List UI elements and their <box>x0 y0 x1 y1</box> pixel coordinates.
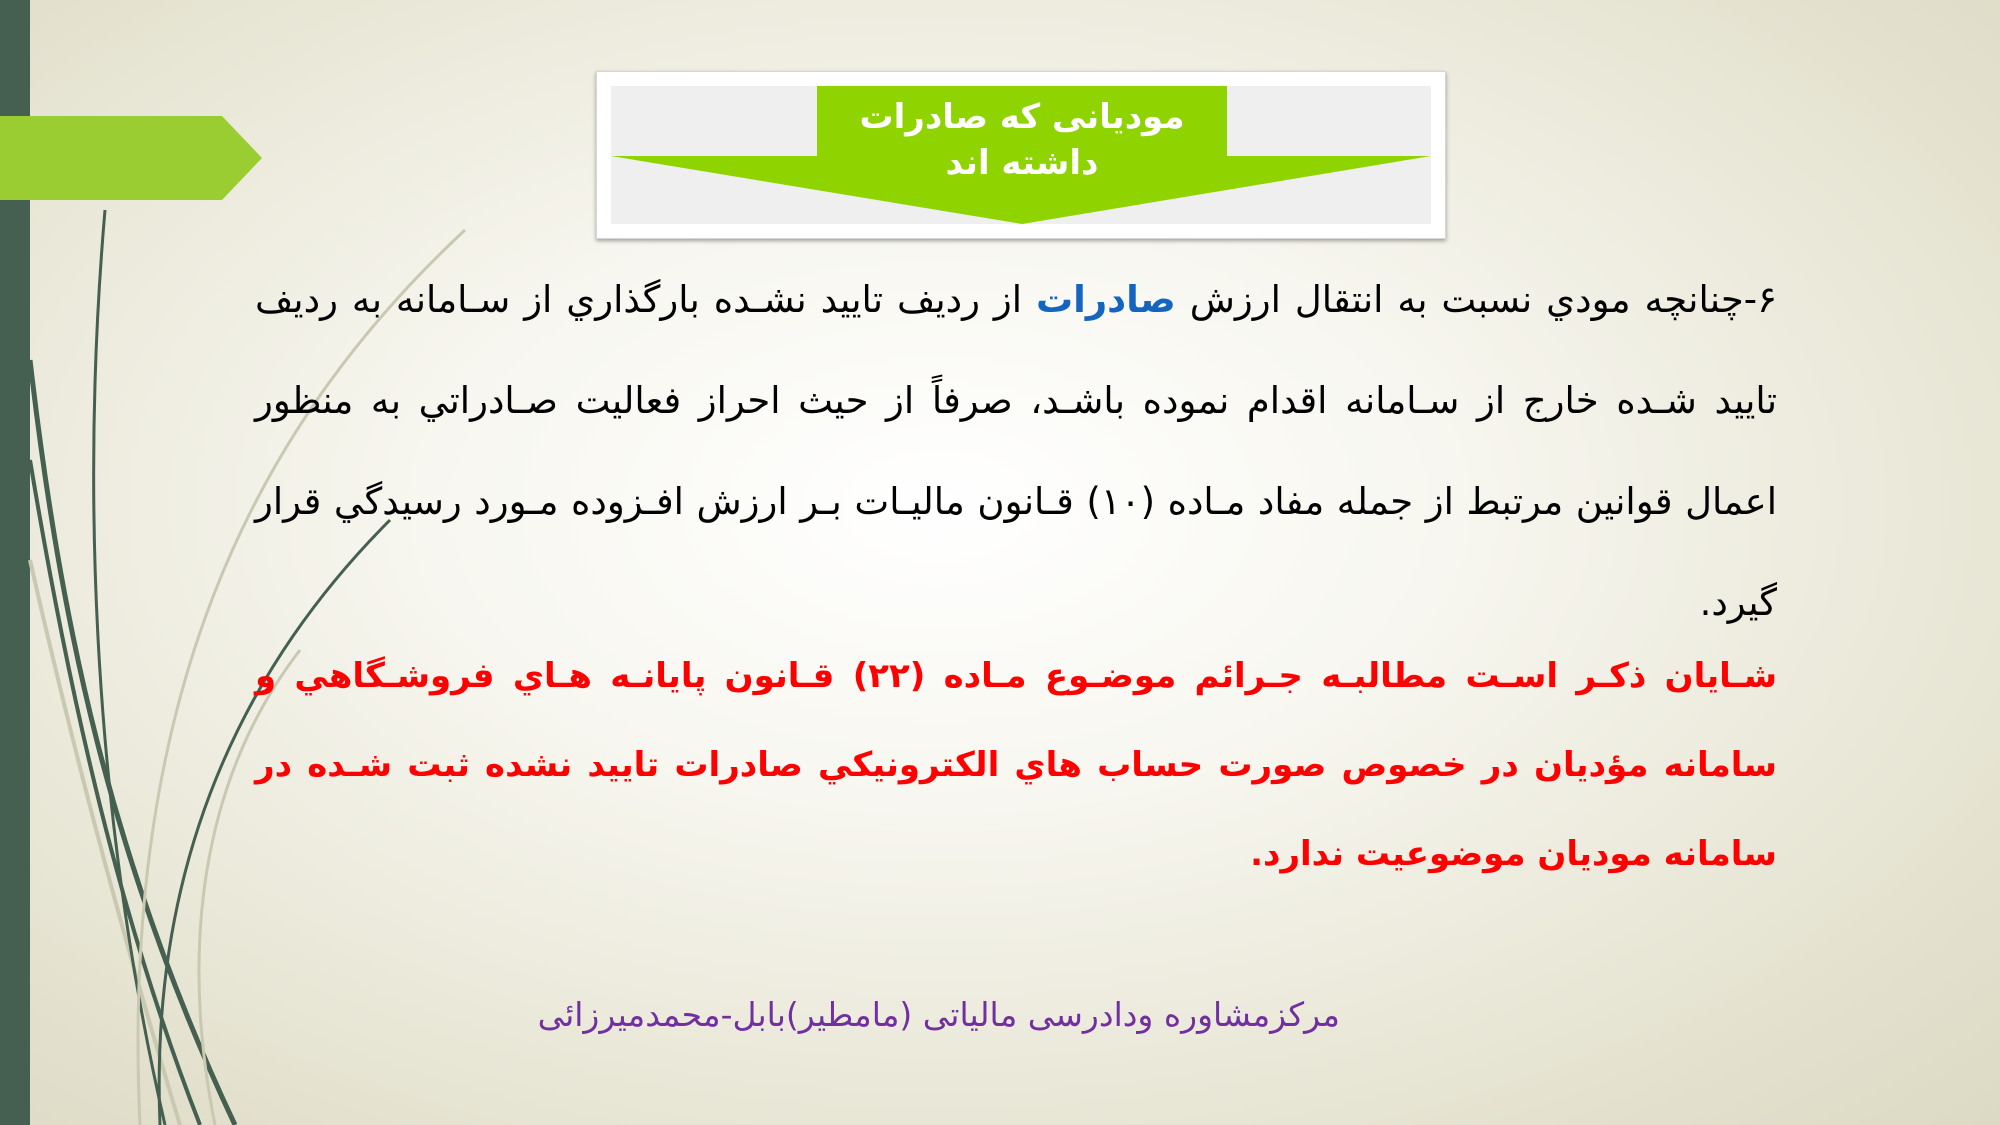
main-paragraph <box>255 249 1777 653</box>
green-arrow-tab <box>0 116 262 200</box>
header-inner-panel <box>611 86 1431 224</box>
header-title-line1: مودیانی که صادرات <box>859 97 1185 137</box>
note-paragraph: شـايان ذكـر اسـت مطالبـه جـرائم موضـوع مـاده (۲۲) قـانون پايانـه هـاي فروشـگاهي و سامانه مؤديان در خصوص صورت حساب هاي الكترونيكي صادرات تاييد نشده ثبت شـده در سامانه موديان موضوعيت ندارد. <box>255 656 1778 874</box>
paragraph-text-start: ۶-چنانچه مودي نسبت به انتقال ارزش <box>1175 278 1778 321</box>
paragraph-text-end: از رديف تاييد نشـده بارگذاري از سـامانه به رديف تاييد شـده خارج از سـامانه اقدام نموده باشـد، صرفاً از حيث احراز فعاليت صـادراتي به منظور اعمال قوانين مرتبط از جمله مفاد مـاده (۱۰) قـانون ماليـات بـر ارزش افـزوده مـورد رسيدگي قرار گيرد. <box>255 278 1777 624</box>
footer-credit: مرکزمشاوره ودادرسی مالیاتی (مامطیر)بابل-محمدمیرزائی <box>537 995 1340 1034</box>
header-box <box>596 71 1446 239</box>
header-title <box>817 94 1227 186</box>
header-title-line2: داشته اند <box>945 143 1099 183</box>
exports-highlight: صادرات <box>1035 278 1176 321</box>
